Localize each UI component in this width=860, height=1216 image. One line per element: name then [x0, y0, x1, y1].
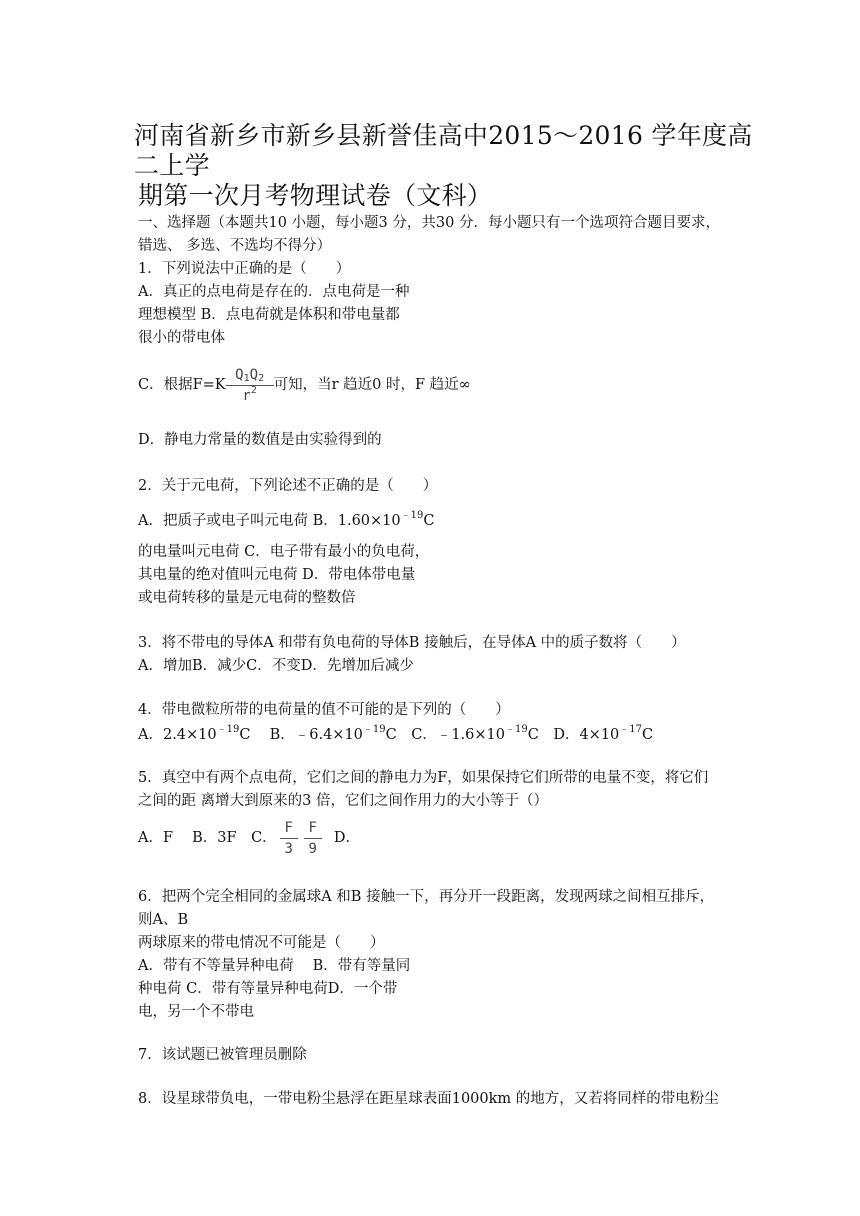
q2-line-3: 其电量的绝对值叫元电荷 D．带电体带电量	[138, 567, 416, 583]
fraction-bar	[280, 838, 298, 839]
q2-line-2: 的电量叫元电荷 C．电子带有最小的负电荷，	[138, 544, 430, 560]
fraction-denominator: 9	[308, 840, 317, 857]
q6-line-6: 电，另一个不带电	[138, 1004, 254, 1020]
q2-exponent: ﹣19	[400, 510, 424, 521]
q2-option-a	[138, 511, 434, 531]
q3-options: A．增加B．减少C．不变D．先增加后减少	[138, 658, 414, 674]
q4-option-c: C C．﹣1.6×10	[385, 727, 505, 743]
q4-option-a: A．2.4×10	[138, 727, 217, 743]
fraction-numerator: F	[284, 819, 293, 836]
q2-option-a-text: A．把质子或电子叫元电荷 B．1.60×10	[138, 513, 401, 529]
coulomb-formula-fraction	[226, 366, 274, 405]
q7-line-1: 7．该试题已被管理员删除	[138, 1047, 307, 1063]
title-line-2: 期第一次月考物理试卷（文科）	[138, 181, 493, 210]
q3-stem: 3．将不带电的导体A 和带有负电荷的导体B 接触后，在导体A 中的质子数将（ ）	[138, 635, 686, 651]
q4-exp-d: ﹣17	[619, 724, 643, 735]
q5-line-2: 之间的距 离增大到原来的3 倍，它们之间作用力的大小等于（）	[138, 793, 548, 809]
q2-line-4: 或电荷转移的量是元电荷的整数倍	[138, 590, 356, 606]
q6-line-4: A．带有不等量异种电荷 B．带有等量同	[138, 958, 411, 974]
formula-numerator: $Q_1Q_2$	[235, 366, 265, 384]
fraction-bar	[304, 838, 322, 839]
q2-stem: 2．关于元电荷，下列论述不正确的是（ ）	[138, 478, 438, 494]
q1-option-c-prefix: C．根据F=K	[138, 377, 226, 393]
q2-unit: C	[423, 513, 435, 529]
q5-options	[138, 818, 360, 858]
q1-option-d: D．静电力常量的数值是由实验得到的	[138, 432, 382, 448]
q5-options-prefix: A．F B．3F C．	[138, 830, 277, 846]
fraction-numerator: F	[308, 819, 317, 836]
q6-line-5: 种电荷 C．带有等量异种电荷D．一个带	[138, 981, 398, 997]
q1-stem: 1．下列说法中正确的是（ ）	[138, 261, 351, 277]
q4-exp-b: ﹣19	[362, 724, 386, 735]
fraction-f-over-3	[280, 819, 298, 858]
q6-line-3: 两球原来的带电情况不可能是（ ）	[138, 935, 385, 951]
q5-options-suffix: D．	[333, 830, 361, 846]
section-instructions-line-2: 错选、 多选、不选均不得分）	[138, 238, 332, 254]
q4-options	[138, 725, 653, 745]
q1-option-c	[138, 364, 471, 406]
title-line-1: 河南省新乡市新乡县新誉佳高中2015～2016 学年度高二上学	[134, 121, 753, 180]
q4-exp-c: ﹣19	[505, 724, 528, 735]
q4-stem: 4．带电微粒所带的电荷量的值不可能的是下列的（ ）	[138, 702, 510, 718]
q4-unit-end: C	[642, 727, 654, 743]
q4-option-d: C D．4×10	[527, 727, 620, 743]
q1-option-c-suffix: 可知，当r 趋近0 时，F 趋近∞	[273, 377, 471, 393]
fraction-denominator: 3	[284, 840, 293, 857]
q5-line-1: 5．真空中有两个点电荷，它们之间的静电力为F，如果保持它们所带的电量不变，将它们	[138, 770, 709, 786]
formula-denominator: $r^2$	[242, 384, 257, 404]
q4-option-b: C B．﹣6.4×10	[239, 727, 363, 743]
q6-line-1: 6．把两个完全相同的金属球A 和B 接触一下，再分开一段距离，发现两球之间相互排斥，	[138, 889, 715, 905]
q6-line-2: 则A、B	[138, 912, 189, 928]
q4-exp-a: ﹣19	[216, 724, 240, 735]
fraction-bar	[226, 385, 274, 386]
q1-option-a-line-3: 很小的带电体	[138, 330, 225, 346]
fraction-f-over-9	[304, 819, 322, 858]
page-title	[134, 121, 754, 211]
q1-option-a-line-1: A．真正的点电荷是存在的．点电荷是一种	[138, 284, 410, 300]
q8-line-1: 8．设星球带负电，一带电粉尘悬浮在距星球表面1000km 的地方，又若将同样的带电粉尘	[138, 1091, 719, 1107]
section-instructions-line-1: 一、选择题（本题共10 小题，每小题3 分，共30 分．每小题只有一个选项符合题目要求，	[138, 215, 720, 231]
q1-option-a-line-2: 理想模型 B．点电荷就是体积和带电量都	[138, 307, 400, 323]
